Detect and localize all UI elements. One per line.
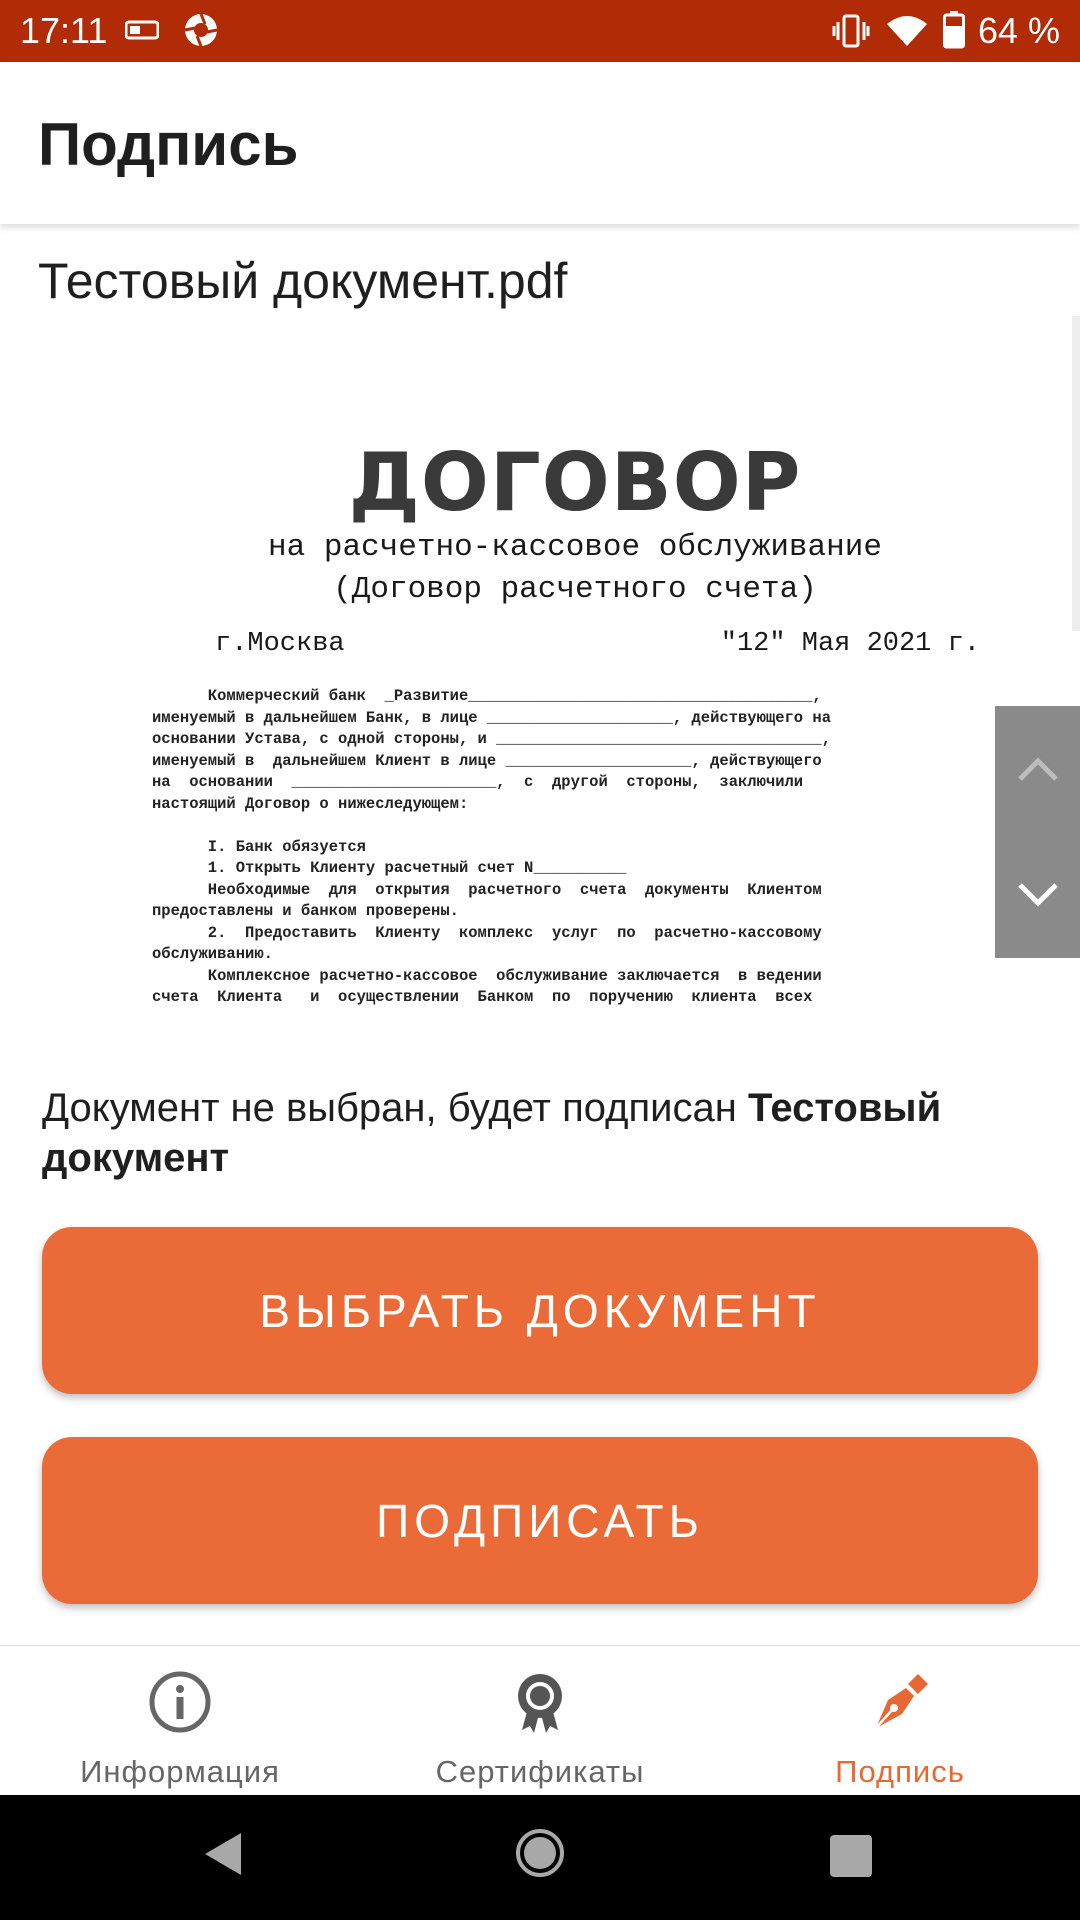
- status-message-text: Документ не выбран, будет подписан: [42, 1086, 748, 1130]
- system-navigation-bar: [0, 1795, 1080, 1920]
- doc-line: счета Клиента и осуществлении Банком по поручению клиента всех: [152, 988, 813, 1006]
- doc-line: Необходимые для открытия расчетного счета документы Клиентом: [152, 880, 822, 899]
- page-title: Подпись: [38, 111, 299, 178]
- doc-line: I. Банк обязуется: [152, 837, 366, 856]
- doc-line: предоставлены и банком проверены.: [152, 902, 459, 920]
- wifi-icon: [886, 14, 928, 52]
- home-icon[interactable]: [515, 1828, 565, 1878]
- previous-page-button[interactable]: [995, 706, 1080, 832]
- certificate-icon: [508, 1670, 572, 1734]
- nav-item-certificates[interactable]: [360, 1646, 720, 1796]
- bottom-navigation: [0, 1645, 1080, 1796]
- nav-label-signature: Подпись: [835, 1754, 965, 1789]
- pen-icon: [868, 1670, 932, 1734]
- document-preview[interactable]: [0, 316, 1080, 1036]
- doc-city: г.Москва: [215, 629, 345, 659]
- page-navigation: [995, 706, 1080, 958]
- doc-line: настоящий Договор о нижеследующем:: [152, 794, 469, 813]
- back-icon[interactable]: [203, 1831, 243, 1877]
- doc-body: [152, 686, 967, 1009]
- info-icon: [148, 1670, 212, 1734]
- nav-item-signature[interactable]: [720, 1646, 1080, 1796]
- choose-document-button[interactable]: ВЫБРАТЬ ДОКУМЕНТ: [42, 1227, 1038, 1394]
- battery-icon: [943, 11, 965, 53]
- selection-status-message: [42, 1083, 1042, 1183]
- vibrate-icon: [832, 14, 870, 52]
- doc-date: "12" Мая 2021 г.: [720, 629, 980, 659]
- doc-line: [152, 815, 967, 837]
- chevron-down-icon: [1016, 881, 1060, 909]
- next-page-button[interactable]: [995, 832, 1080, 958]
- status-bar: [0, 0, 1080, 62]
- doc-heading: ДОГОВОР: [348, 436, 802, 529]
- nav-label-information: Информация: [80, 1754, 280, 1789]
- doc-line: именуемый в дальнейшем Банк, в лице ____________________, действующего на: [152, 708, 832, 727]
- doc-line: именуемый в дальнейшем Клиент в лице ____________________, действующего: [152, 751, 822, 770]
- doc-line: 2. Предоставить Клиенту комплекс услуг по расчетно-кассовому: [152, 923, 822, 942]
- app-bar: [0, 62, 1080, 224]
- status-message-document: Тестовый документ: [42, 1086, 942, 1180]
- doc-line: на основании ______________________, с другой стороны, заключили: [152, 773, 804, 791]
- doc-line: основании Устава, с одной стороны, и ___________________________________,: [152, 730, 832, 748]
- aperture-icon: [183, 12, 219, 52]
- document-file-name: Тестовый документ.pdf: [38, 253, 568, 309]
- nav-label-certificates: Сертификаты: [435, 1754, 645, 1789]
- recent-apps-icon[interactable]: [830, 1835, 872, 1877]
- doc-subtitle-2: (Договор расчетного счета): [333, 572, 817, 607]
- nav-item-information[interactable]: [0, 1646, 360, 1796]
- doc-subtitle: на расчетно-кассовое обслуживание: [268, 530, 882, 565]
- doc-line: 1. Открыть Клиенту расчетный счет N__________: [152, 859, 627, 877]
- battery-percent: 64 %: [977, 10, 1060, 51]
- sign-button[interactable]: ПОДПИСАТЬ: [42, 1437, 1038, 1604]
- doc-line: Коммерческий банк _Развитие_____________________________________,: [152, 687, 822, 705]
- status-time: 17:11: [20, 10, 108, 51]
- chevron-up-icon: [1016, 755, 1060, 783]
- bbo-icon: [125, 20, 159, 44]
- doc-line: обслуживанию.: [152, 945, 273, 963]
- doc-line: Комплексное расчетно-кассовое обслуживание заключается в ведении: [152, 966, 822, 985]
